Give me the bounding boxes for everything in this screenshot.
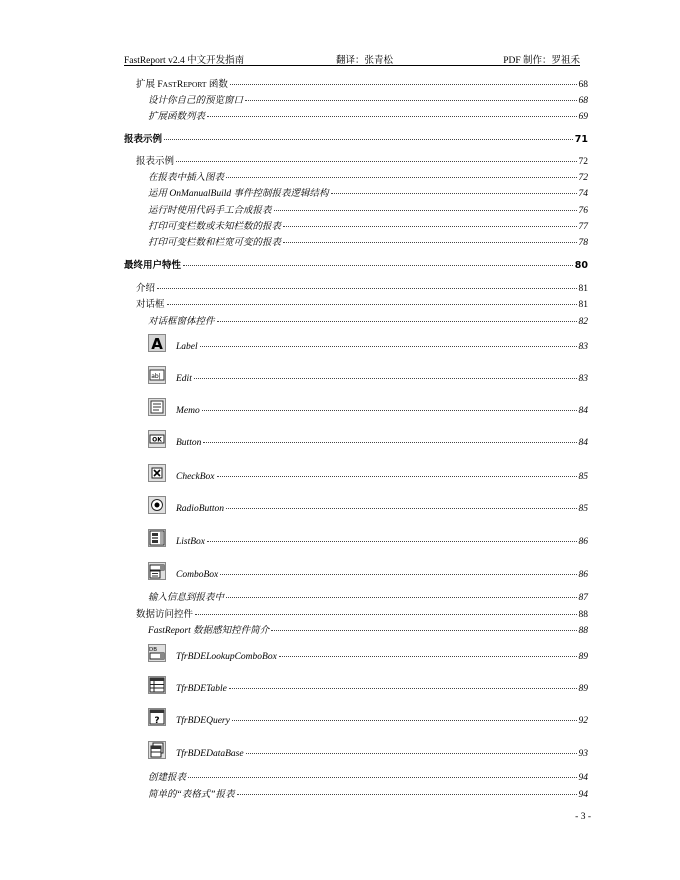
header-center: 翻译：张青松 [336,56,394,66]
toc-page: 85 [578,472,588,482]
leader-dots [237,794,577,795]
toc-page: 88 [578,610,588,620]
toc-entry[interactable] [148,622,588,636]
leader-dots [245,100,576,101]
toc-page: 86 [578,570,588,580]
toc-entry[interactable] [136,280,588,294]
svg-text:DB: DB [148,647,158,653]
toc-text: 函数 [206,80,228,90]
toc-text: 扩展 F [136,80,163,90]
leader-dots [202,410,577,411]
toc-text-smallcaps: EPORT [183,80,207,89]
leader-dots [167,304,577,305]
toc-text: RadioButton [176,504,225,514]
toc-page: 81 [578,300,588,310]
leader-dots [207,541,576,542]
toc-text: TfrBDELookupComboBox [176,652,277,662]
toc-page: 68 [578,96,588,106]
toc-page: 77 [578,222,588,232]
toc-text: 最终用户特性 [124,260,182,271]
toc-page: 83 [578,342,588,352]
toc-text: ComboBox [176,570,219,580]
toc-entry[interactable] [176,537,588,551]
toc-text: Label [176,342,198,352]
leader-dots [271,630,576,631]
toc-page: 84 [578,438,588,448]
toc-text: 扩展函数列表 [148,112,206,122]
toc-page: 72 [578,157,588,167]
leader-dots [157,288,576,289]
toc-text: R [176,80,184,90]
lookupcombobox-icon [148,644,166,662]
leader-dots [164,139,573,140]
leader-dots [331,193,577,194]
toc-text: 对话框窗体控件 [148,317,215,327]
toc-entry[interactable] [136,296,588,310]
leader-dots [226,508,576,509]
toc-text: 介绍 [136,284,156,294]
toc-entry[interactable] [148,92,588,106]
toc-text: 对话框 [136,300,165,310]
toc-entry[interactable] [176,374,588,388]
toc-entry[interactable] [148,185,588,199]
toc-entry[interactable] [176,652,588,666]
toc-entry[interactable] [136,153,588,167]
leader-dots [203,442,576,443]
leader-dots [183,265,573,266]
leader-dots [176,161,576,162]
toc-page: 78 [578,238,588,248]
leader-dots [217,321,577,322]
toc-text: CheckBox [176,472,215,482]
toc-text: Edit [176,374,192,384]
toc-entry[interactable] [148,313,588,327]
toc-text: TfrBDEQuery [176,716,230,726]
toc-entry[interactable] [176,504,588,518]
toc-page: 92 [578,716,588,726]
database-icon [148,741,166,759]
toc-page: 84 [578,406,588,416]
radiobutton-icon [148,496,166,514]
toc-text: TfrBDETable [176,684,227,694]
leader-dots [220,574,576,575]
leader-dots [194,378,577,379]
toc-text: Memo [176,406,200,416]
toc-entry[interactable] [176,570,588,584]
svg-text:ab|: ab| [151,373,161,380]
toc-page: 83 [578,374,588,384]
toc-page: 80 [574,260,588,271]
toc-entry[interactable] [148,786,588,800]
checkbox-icon [148,464,166,482]
toc-entry[interactable] [176,716,588,730]
toc-page: 94 [578,773,588,783]
leader-dots [230,84,577,85]
leader-dots [207,116,576,117]
svg-text:A: A [151,335,163,352]
combobox-icon [148,562,166,580]
toc-entry[interactable] [136,606,588,620]
svg-text:?: ? [154,716,160,726]
leader-dots [283,226,576,227]
leader-dots [274,210,577,211]
toc-chapter[interactable] [124,131,588,145]
listbox-icon [148,529,166,547]
toc-text: 输入信息到报表中 [148,593,225,603]
leader-dots [188,777,576,778]
toc-entry[interactable] [176,438,588,452]
toc-text: 报表示例 [136,157,175,167]
toc-page: 68 [578,80,588,90]
toc-text: 设计你自己的预览窗口 [148,96,244,106]
toc-page: 85 [578,504,588,514]
leader-dots [229,688,577,689]
page-number: - 3 - [575,812,591,822]
toc-page: 94 [578,790,588,800]
toc-text: Button [176,438,202,448]
toc-page: 72 [578,173,588,183]
edit-icon [148,366,166,384]
toc-chapter[interactable] [124,257,588,271]
toc-text: 打印可变栏数和栏宽可变的报表 [148,238,282,248]
toc-text: 创建报表 [148,773,187,783]
toc-text: 简单的“表格式”报表 [148,790,235,800]
toc-page: 71 [574,134,588,145]
toc-entry[interactable] [148,769,588,783]
toc-text: 运行时使用代码手工合成报表 [148,206,272,216]
toc-entry[interactable] [148,218,588,232]
query-icon [148,708,166,726]
header-right: PDF 制作：罗祖禾 [503,56,580,66]
toc-text: 打印可变栏数或未知栏数的报表 [148,222,282,232]
toc-entry[interactable] [148,234,588,248]
toc-entry[interactable] [148,108,588,122]
toc-text: TfrBDEDataBase [176,749,244,759]
leader-dots [226,597,576,598]
toc-entry[interactable] [176,749,588,763]
toc-text-smallcaps: AST [162,80,177,89]
toc-entry[interactable] [176,472,588,486]
toc-entry[interactable] [136,76,588,90]
memo-icon [148,398,166,416]
toc-page: 89 [578,652,588,662]
leader-dots [195,614,576,615]
leader-dots [232,720,577,721]
toc-page: 76 [578,206,588,216]
header-left: FastReport v2.4 中文开发指南 [124,56,245,66]
toc-page: 88 [578,626,588,636]
leader-dots [226,177,576,178]
leader-dots [246,753,577,754]
toc-page: 69 [578,112,588,122]
toc-page: 89 [578,684,588,694]
table-icon [148,676,166,694]
toc-entry[interactable] [176,342,588,356]
toc-page: 87 [578,593,588,603]
toc-text: FastReport 数据感知控件简介 [148,626,270,636]
toc-page: 86 [578,537,588,547]
toc-text: 运用 OnManualBuild 事件控制报表逻辑结构 [148,189,329,199]
toc-page: 81 [578,284,588,294]
toc-page: 74 [578,189,588,199]
leader-dots [217,476,577,477]
toc-text: 报表示例 [124,134,163,145]
toc-entry[interactable] [148,169,588,183]
toc-entry[interactable] [148,202,588,216]
toc-entry[interactable] [148,589,588,603]
svg-text:OK: OK [152,436,162,444]
leader-dots [200,346,577,347]
leader-dots [283,242,576,243]
label-icon [148,334,166,352]
toc-text: ListBox [176,537,206,547]
leader-dots [279,656,577,657]
toc-text: 数据访问控件 [136,610,194,620]
toc-entry[interactable] [176,684,588,698]
button-icon [148,430,166,448]
toc-page: 82 [578,317,588,327]
toc-page: 93 [578,749,588,759]
toc-text: 在报表中插入图表 [148,173,225,183]
toc-entry[interactable] [176,406,588,420]
